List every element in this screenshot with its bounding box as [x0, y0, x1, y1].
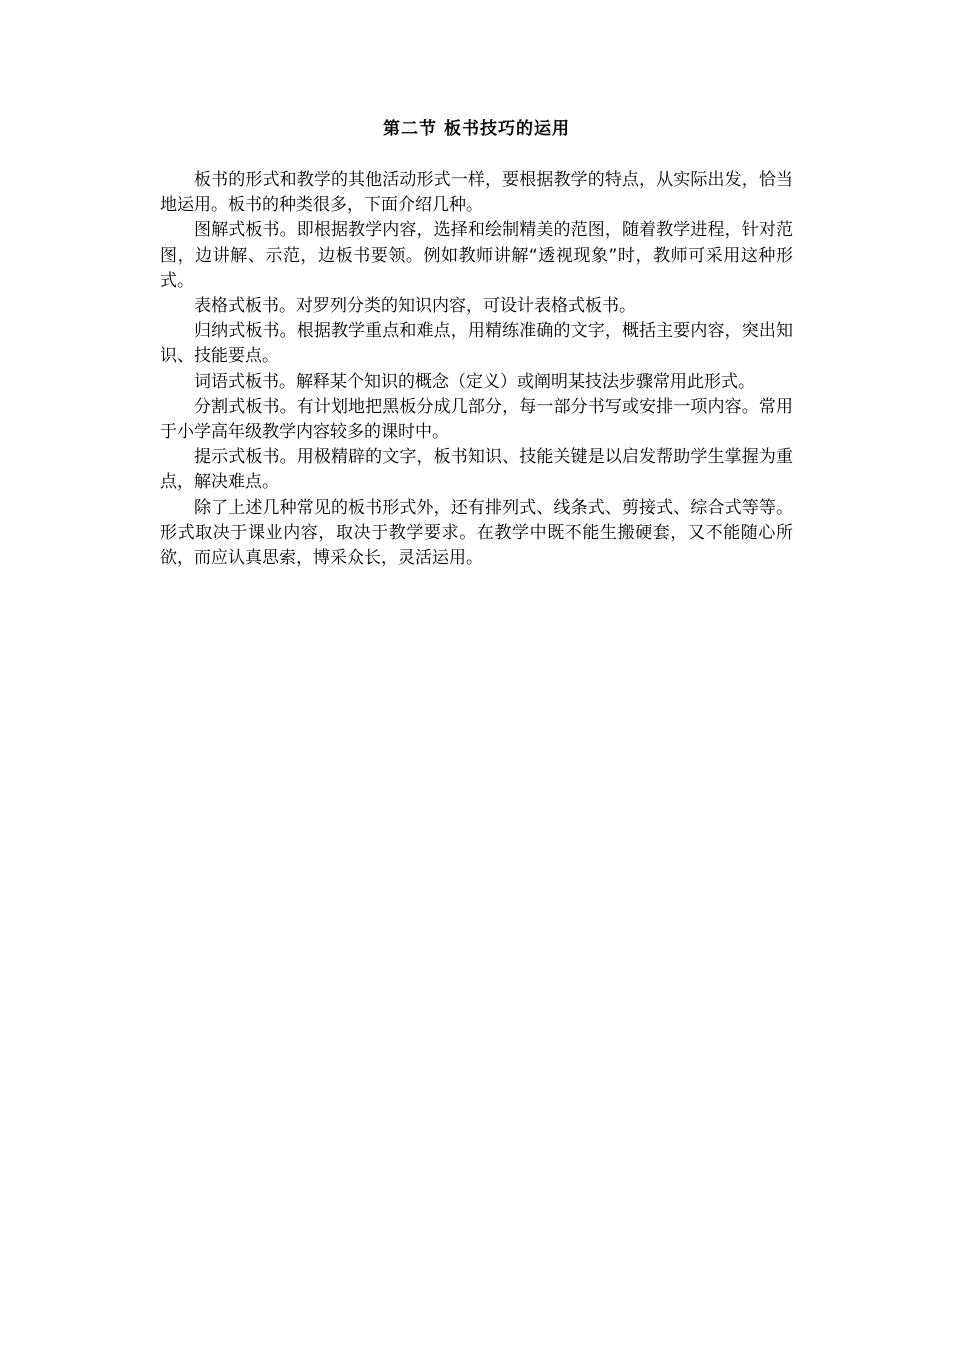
paragraph-conclusion: 除了上述几种常见的板书形式外，还有排列式、线条式、剪接式、综合式等等。形式取决于课业内容，取决于教学要求。在教学中既不能生搬硬套，又不能随心所欲，而应认真思索，博采众长，灵活运用。	[160, 497, 793, 569]
paragraph-hint-board: 提示式板书。用极精辟的文字，板书知识、技能关键是以启发帮助学生掌握为重点，解决难点。	[160, 447, 793, 493]
document-page	[160, 117, 793, 571]
paragraph-summary-board: 归纳式板书。根据教学重点和难点，用精练准确的文字，概括主要内容，突出知识、技能要点。	[160, 321, 793, 367]
paragraph-intro: 板书的形式和教学的其他活动形式一样，要根据教学的特点，从实际出发，恰当地运用。板书的种类很多，下面介绍几种。	[160, 170, 793, 216]
section-title: 第二节 板书技巧的运用	[383, 119, 570, 139]
paragraph-word-board: 词语式板书。解释某个知识的概念（定义）或阐明某技法步骤常用此形式。	[194, 371, 755, 392]
paragraph-table-board: 表格式板书。对罗列分类的知识内容，可设计表格式板书。	[194, 296, 636, 317]
paragraph-diagram-board: 图解式板书。即根据教学内容，选择和绘制精美的范图，随着教学进程，针对范图，边讲解、示范，边板书要领。例如教师讲解“透视现象”时，教师可采用这种形式。	[160, 220, 793, 291]
paragraph-split-board: 分割式板书。有计划地把黑板分成几部分，每一部分书写或安排一项内容。常用于小学高年级教学内容较多的课时中。	[160, 396, 793, 443]
